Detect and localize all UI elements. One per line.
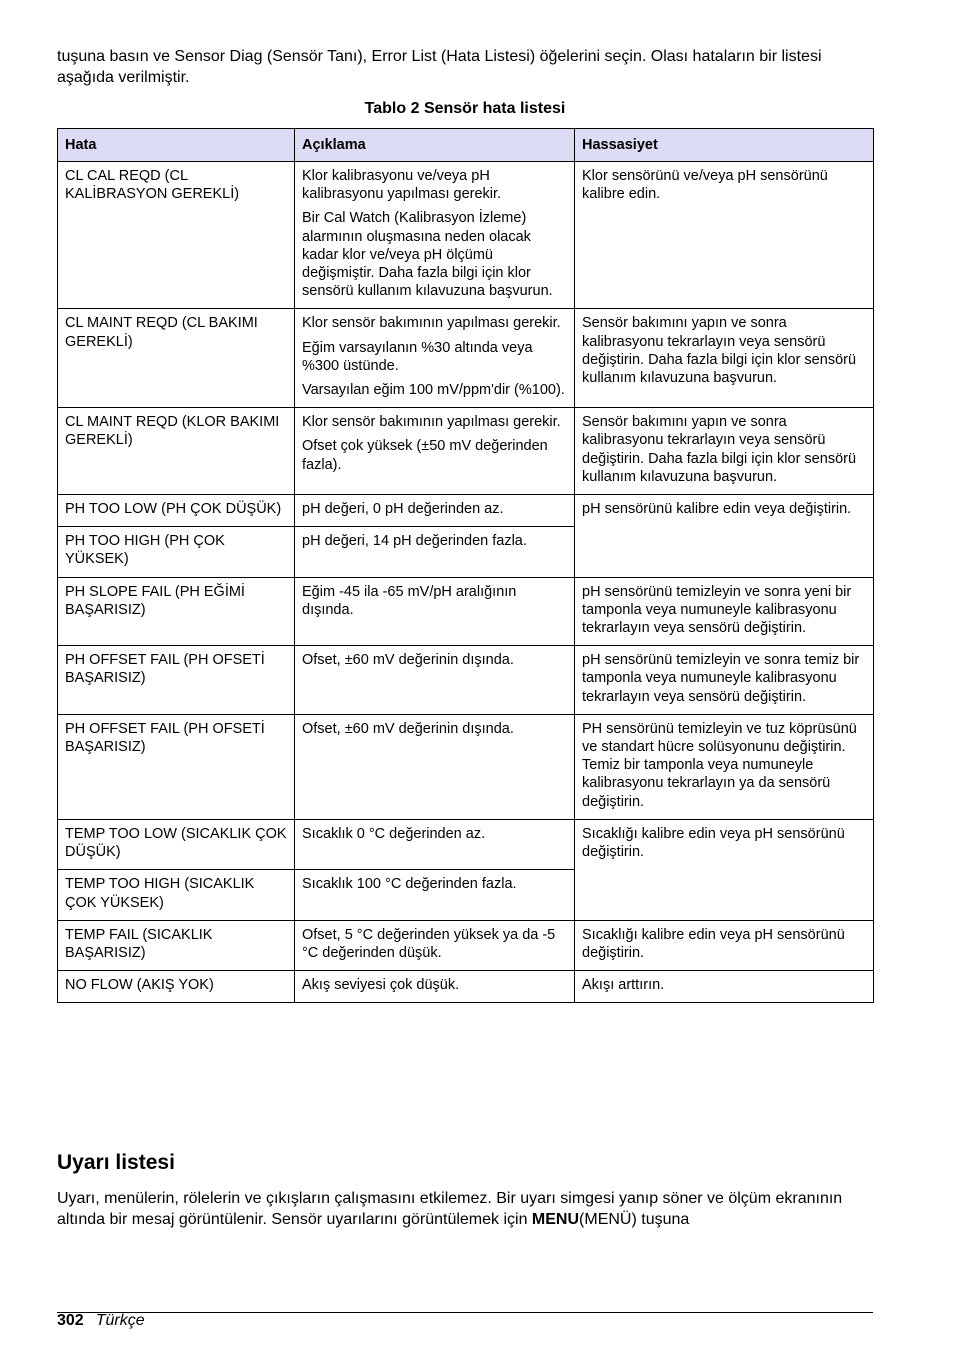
resolution-cell: Sıcaklığı kalibre edin veya pH sensörünü değiştirin.	[575, 920, 874, 970]
error-cell: TEMP TOO LOW (SICAKLIK ÇOK DÜŞÜK)	[58, 819, 295, 869]
table-row	[58, 819, 874, 869]
description-text: pH değeri, 0 pH değerinden az.	[302, 501, 504, 518]
page-number: 302	[57, 1312, 84, 1329]
error-cell: TEMP TOO HIGH (SICAKLIK ÇOK YÜKSEK)	[58, 870, 295, 920]
resolution-cell: Sıcaklığı kalibre edin veya pH sensörünü değiştirin.	[575, 819, 874, 920]
description-text: Varsayılan eğim 100 mV/ppm'dir (%100).	[302, 382, 565, 399]
description-cell	[295, 920, 575, 970]
description-text: Bir Cal Watch (Kalibrasyon İzleme) alarmının oluşmasına neden olacak kadar klor ve/veya pH ölçümü değişmiştir. Daha fazla bilgi için klor sensörü kullanım kılavuzuna başvurun.	[302, 210, 553, 300]
error-cell: PH TOO LOW (PH ÇOK DÜŞÜK)	[58, 495, 295, 527]
table-title: Tablo 2 Sensör hata listesi	[364, 100, 566, 117]
resolution-cell: pH sensörünü temizleyin ve sonra temiz bir tamponla veya numuneyle kalibrasyonu tekrarlayın veya sensörü değiştirin.	[575, 646, 874, 715]
error-cell: CL MAINT REQD (KLOR BAKIMI GEREKLİ)	[58, 408, 295, 495]
table-row	[58, 162, 874, 309]
resolution-cell: PH sensörünü temizleyin ve tuz köprüsünü ve standart hücre solüsyonunu değiştirin. Temiz bir tamponla veya numuneyle kalibrasyonu tekrarlayın ya da sensörü değiştirin.	[575, 714, 874, 819]
description-text: Klor sensör bakımının yapılması gerekir.	[302, 315, 561, 332]
description-cell	[295, 819, 575, 869]
table-header-row	[58, 129, 874, 162]
description-cell	[295, 527, 575, 577]
resolution-cell: Sensör bakımını yapın ve sonra kalibrasyonu tekrarlayın veya sensörü değiştirin. Daha fazla bilgi için klor sensörü kullanım kılavuzuna başvurun.	[575, 408, 874, 495]
description-cell	[295, 870, 575, 920]
description-text: Ofset çok yüksek (±50 mV değerinden fazla).	[302, 438, 548, 473]
header-error: Hata	[58, 129, 295, 162]
description-text: Ofset, 5 °C değerinden yüksek ya da -5 °C değerinden düşük.	[302, 926, 556, 961]
description-cell	[295, 646, 575, 715]
description-text: Sıcaklık 100 °C değerinden fazla.	[302, 876, 517, 893]
description-cell	[295, 162, 575, 309]
resolution-cell: pH sensörünü temizleyin ve sonra yeni bir tamponla veya numuneyle kalibrasyonu tekrarlayın veya sensörü değiştirin.	[575, 577, 874, 646]
resolution-cell: Sensör bakımını yapın ve sonra kalibrasyonu tekrarlayın veya sensörü değiştirin. Daha fazla bilgi için klor sensörü kullanım kılavuzuna başvurun.	[575, 309, 874, 408]
table-row	[58, 309, 874, 408]
resolution-cell: Klor sensörünü ve/veya pH sensörünü kalibre edin.	[575, 162, 874, 309]
description-cell	[295, 408, 575, 495]
description-text: Eğim varsayılanın %30 altında veya %300 üstünde.	[302, 339, 533, 374]
table-row	[58, 971, 874, 1003]
description-cell	[295, 971, 575, 1003]
error-cell: PH OFFSET FAIL (PH OFSETİ BAŞARISIZ)	[58, 646, 295, 715]
description-text: Klor kalibrasyonu ve/veya pH kalibrasyonu yapılması gerekir.	[302, 168, 502, 203]
table-row	[58, 920, 874, 970]
description-cell	[295, 714, 575, 819]
description-text: Eğim -45 ila -65 mV/pH aralığının dışında.	[302, 583, 517, 618]
resolution-cell: pH sensörünü kalibre edin veya değiştirin.	[575, 495, 874, 578]
error-cell: NO FLOW (AKIŞ YOK)	[58, 971, 295, 1003]
page-footer	[57, 1312, 145, 1330]
description-text: Sıcaklık 0 °C değerinden az.	[302, 825, 486, 842]
error-cell: TEMP FAIL (SICAKLIK BAŞARISIZ)	[58, 920, 295, 970]
error-cell: PH SLOPE FAIL (PH EĞİMİ BAŞARISIZ)	[58, 577, 295, 646]
header-description: Açıklama	[295, 129, 575, 162]
header-resolution: Hassasiyet	[575, 129, 874, 162]
footer-language: Türkçe	[95, 1312, 145, 1329]
error-cell: CL CAL REQD (CL KALİBRASYON GEREKLİ)	[58, 162, 295, 309]
body-text-start: Uyarı, menülerin, rölelerin ve çıkışların çalışmasını etkilemez. Bir uyarı simgesi yanıp söner ve ölçüm ekranının altında bir mesaj görüntülenir. Sensör uyarılarını görüntülemek için	[57, 1190, 843, 1228]
table-row	[58, 577, 874, 646]
body-paragraph	[57, 1188, 877, 1230]
sensor-error-table	[57, 128, 874, 1003]
description-text: Akış seviyesi çok düşük.	[302, 977, 460, 994]
table-row	[58, 646, 874, 715]
footer-divider	[57, 1312, 873, 1313]
description-cell	[295, 309, 575, 408]
description-text: Ofset, ±60 mV değerinin dışında.	[302, 720, 514, 737]
description-text: Klor sensör bakımının yapılması gerekir.	[302, 414, 561, 431]
table-row	[58, 408, 874, 495]
error-cell: PH TOO HIGH (PH ÇOK YÜKSEK)	[58, 527, 295, 577]
error-cell: PH OFFSET FAIL (PH OFSETİ BAŞARISIZ)	[58, 714, 295, 819]
intro-paragraph: tuşuna basın ve Sensor Diag (Sensör Tanı), Error List (Hata Listesi) öğelerini seçin. Olası hataların bir listesi aşağıda verilmiştir.	[57, 48, 822, 86]
description-text: pH değeri, 14 pH değerinden fazla.	[302, 533, 527, 550]
description-cell	[295, 577, 575, 646]
error-cell: CL MAINT REQD (CL BAKIMI GEREKLİ)	[58, 309, 295, 408]
description-text: Ofset, ±60 mV değerinin dışında.	[302, 652, 514, 669]
menu-key-label: MENU	[531, 1211, 580, 1228]
resolution-cell: Akışı arttırın.	[575, 971, 874, 1003]
body-text-end: (MENÜ) tuşuna	[579, 1211, 690, 1228]
table-row	[58, 714, 874, 819]
section-heading: Uyarı listesi	[57, 1151, 175, 1174]
table-row	[58, 495, 874, 527]
description-cell	[295, 495, 575, 527]
